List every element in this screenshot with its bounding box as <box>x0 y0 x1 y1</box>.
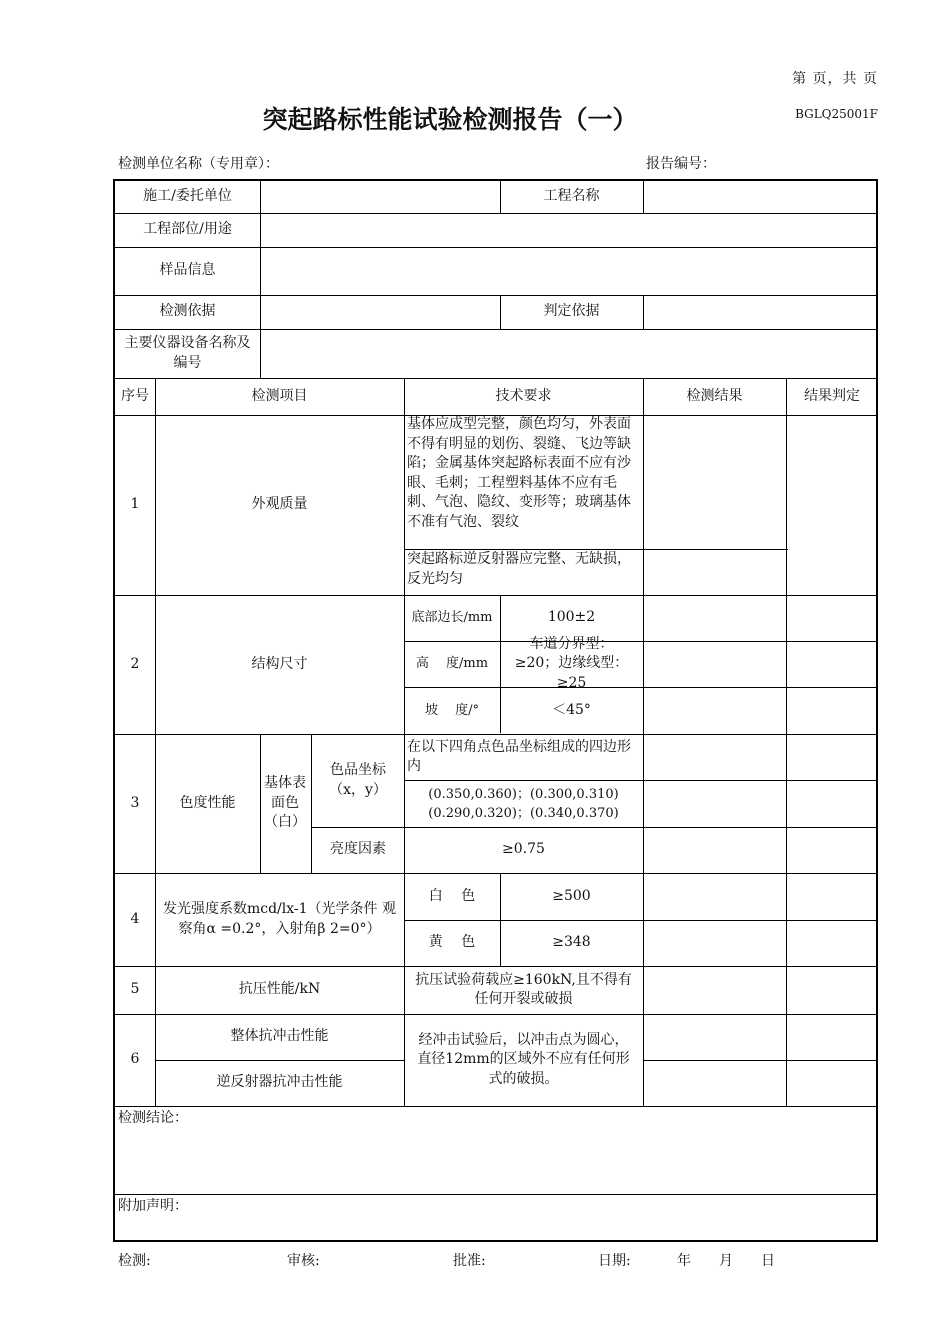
client-field[interactable] <box>261 181 500 213</box>
row2-sub3: 坡 度/° <box>424 702 479 718</box>
row2-val2: 车道分界型：≥20；边缘线型：≥25 <box>514 635 629 691</box>
row1-requirement-b: 突起路标逆反射器应完整、无缺损，反光均匀 <box>407 551 631 587</box>
row1-requirement-a: 基体应成型完整，颜色均匀，外表面不得有明显的划伤、裂缝、飞边等缺陷；金属基体突起路标表面不应有沙眼、毛刺；工程塑料基体不应有毛刺、气泡、隐纹、变形等；玻璃基体不准有气泡、裂纹 <box>407 416 631 530</box>
judgment-basis-field[interactable] <box>644 295 878 329</box>
col-item: 检测项目 <box>251 387 308 404</box>
col-requirement: 技术要求 <box>495 387 552 404</box>
row1-item: 外观质量 <box>251 496 308 513</box>
row3-base: 基体表面色（白） <box>264 775 306 831</box>
sample-field[interactable] <box>261 247 878 295</box>
row6-requirement: 经冲击试验后，以冲击点为圆心，直径12mm的区域外不应有任何形式的破损。 <box>417 1031 630 1087</box>
row6-item-b: 逆反射器抗冲击性能 <box>216 1074 343 1091</box>
row3-coord-req: 在以下四角点色品坐标组成的四边形内 <box>407 738 631 774</box>
col-no: 序号 <box>121 387 149 404</box>
row2-sub1: 底部边长/mm <box>411 610 493 626</box>
date-label: 日期: <box>598 1253 631 1269</box>
date-ymd: 年 月 日 <box>677 1253 775 1269</box>
instruments-label: 主要仪器设备名称及编号 <box>124 335 251 371</box>
sample-label: 样品信息 <box>159 262 216 279</box>
unit-name-label: 检测单位名称（专用章）： <box>118 156 279 172</box>
row2-item: 结构尺寸 <box>251 655 308 672</box>
page-count: 第 页，共 页 <box>792 71 878 87</box>
project-label: 工程名称 <box>543 188 600 205</box>
row4-no: 4 <box>130 910 140 927</box>
row2-no: 2 <box>130 655 140 672</box>
row3-coord-vals: (0.350,0.360)；(0.300,0.310) (0.290,0.320)；(0.340,0.370) <box>428 786 619 821</box>
row3-no: 3 <box>130 794 140 811</box>
row4-white: 白 色 <box>428 887 476 904</box>
row3-item: 色度性能 <box>179 794 236 811</box>
row6-item-a: 整体抗冲击性能 <box>230 1028 329 1045</box>
col-judgement: 结果判定 <box>804 387 860 404</box>
row3-lum-label: 亮度因素 <box>330 841 386 858</box>
col-result: 检测结果 <box>686 387 743 404</box>
instruments-field[interactable] <box>261 329 878 378</box>
row1-no: 1 <box>130 496 140 513</box>
row4-yellow: 黄 色 <box>428 934 476 951</box>
basis-label: 检测依据 <box>159 303 216 320</box>
row2-sub2: 高 度/mm <box>415 656 489 672</box>
row5-requirement: 抗压试验荷载应≥160kN,且不得有任何开裂或破损 <box>415 971 632 1007</box>
report-number-label: 报告编号： <box>646 156 716 172</box>
basis-field[interactable] <box>261 295 500 329</box>
client-label: 施工/委托单位 <box>143 188 232 205</box>
report-table <box>113 179 878 1242</box>
statement-field[interactable] <box>115 1219 878 1239</box>
row6-no: 6 <box>130 1051 140 1068</box>
conclusion-label: 检测结论： <box>118 1110 188 1126</box>
statement-label: 附加声明： <box>118 1198 188 1214</box>
row3-coord-label: 色品坐标（x，y） <box>329 762 387 798</box>
location-label: 工程部位/用途 <box>143 221 232 238</box>
conclusion-field[interactable] <box>115 1131 878 1193</box>
tester-label: 检测: <box>118 1253 151 1269</box>
approver-label: 批准: <box>453 1253 486 1269</box>
row5-item: 抗压性能/kN <box>238 981 321 998</box>
row2-val3: ＜45° <box>552 701 591 718</box>
row4-item: 发光强度系数mcd/lx-1（光学条件 观察角α =0.2°，入射角β 2=0°） <box>162 901 396 937</box>
row2-val1: 100±2 <box>547 609 596 626</box>
reviewer-label: 审核: <box>287 1253 320 1269</box>
location-field[interactable] <box>261 213 878 247</box>
judgment-basis-label: 判定依据 <box>543 303 600 320</box>
row3-lum-val: ≥0.75 <box>502 841 545 858</box>
row4-yellow-val: ≥348 <box>552 934 591 951</box>
form-code: BGLQ25001F <box>795 107 878 121</box>
row5-no: 5 <box>130 981 140 998</box>
page-title: 突起路标性能试验检测报告（一） <box>262 105 638 134</box>
project-field[interactable] <box>644 181 878 213</box>
row4-white-val: ≥500 <box>552 887 591 904</box>
